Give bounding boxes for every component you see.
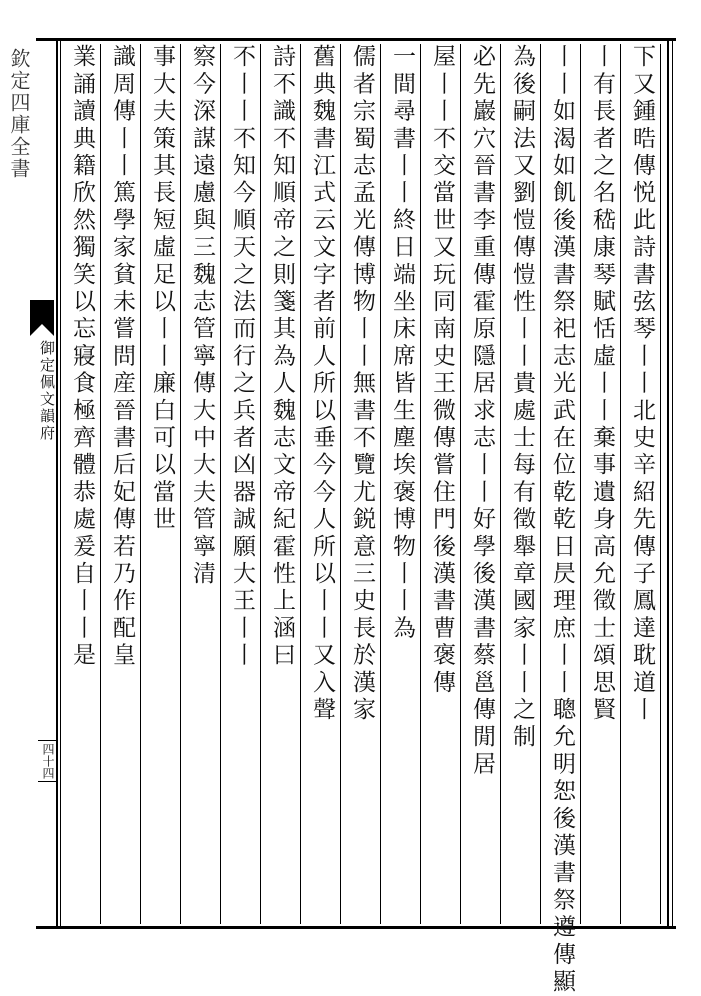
text-column-6: 屋丨丨不交當世又玩同南史王微傳嘗住門後漢書曹褒傳 bbox=[429, 44, 455, 697]
bottom-border-rule bbox=[36, 926, 676, 929]
text-column-15: 業誦讀典籍欣然獨笑以忘寢食極齊體恭處爰自丨丨是 bbox=[69, 44, 95, 670]
top-border-rule bbox=[36, 38, 676, 41]
text-column-1: 下又鍾晧傳悦此詩書弦琴丨丨北史辛紹先傳子鳳達耽道丨 bbox=[629, 44, 655, 724]
right-frame-line bbox=[667, 38, 669, 926]
text-column-9: 舊典魏書江式云文字者前人所以垂今今人所以丨丨又入聲 bbox=[309, 44, 335, 724]
spine-book-title: 御定佩文韻府 bbox=[38, 340, 56, 442]
text-column-10: 詩不識不知順帝之則箋其為人魏志文帝紀霍性上涵曰 bbox=[269, 44, 295, 670]
left-frame-line bbox=[56, 38, 58, 926]
text-column-4: 為後嗣法又劉愷傳愷性丨丨貴處士每有徵舉章國家丨丨之制 bbox=[509, 44, 535, 752]
text-column-5: 必先巖穴晉書李重傳霍原隱居求志丨丨好學後漢書蔡邕傳閒居 bbox=[469, 44, 495, 779]
text-column-12: 察今深謀遠慮與三魏志管寧傳大中大夫管寧清 bbox=[189, 44, 215, 588]
text-column-13: 事大夫策其長短虛足以丨丨廉白可以當世 bbox=[149, 44, 175, 534]
fish-tail-mark-icon bbox=[30, 300, 54, 336]
text-column-14: 識周傳丨丨篤學家貧未嘗問産晉書后妃傳若乃作配皇 bbox=[109, 44, 135, 670]
page-number: 四十四 bbox=[38, 740, 56, 782]
text-columns bbox=[60, 44, 667, 996]
text-column-7: 一間尋書丨丨終日端坐床席皆生塵埃褒博物丨丨為 bbox=[389, 44, 415, 643]
text-column-3: 丨丨如渴如飢後漢書祭祀志光武在位乾乾日昃理庶丨丨聰允明恕後漢書祭遵傳顯 bbox=[549, 44, 575, 996]
right-frame-line-inner bbox=[672, 38, 673, 926]
text-column-8: 儒者宗蜀志孟光傳博物丨丨無書不覽尤鋭意三史長於漢家 bbox=[349, 44, 375, 724]
text-column-11: 不丨丨不知今順天之法而行之兵者凶器誠願大王丨丨 bbox=[229, 44, 255, 670]
text-column-2: 丨有長者之名嵇康琴賦恬虛丨丨棄事遺身高允徵士頌思賢 bbox=[589, 44, 615, 724]
spine-title: 欽定四庫全書 bbox=[7, 48, 31, 180]
